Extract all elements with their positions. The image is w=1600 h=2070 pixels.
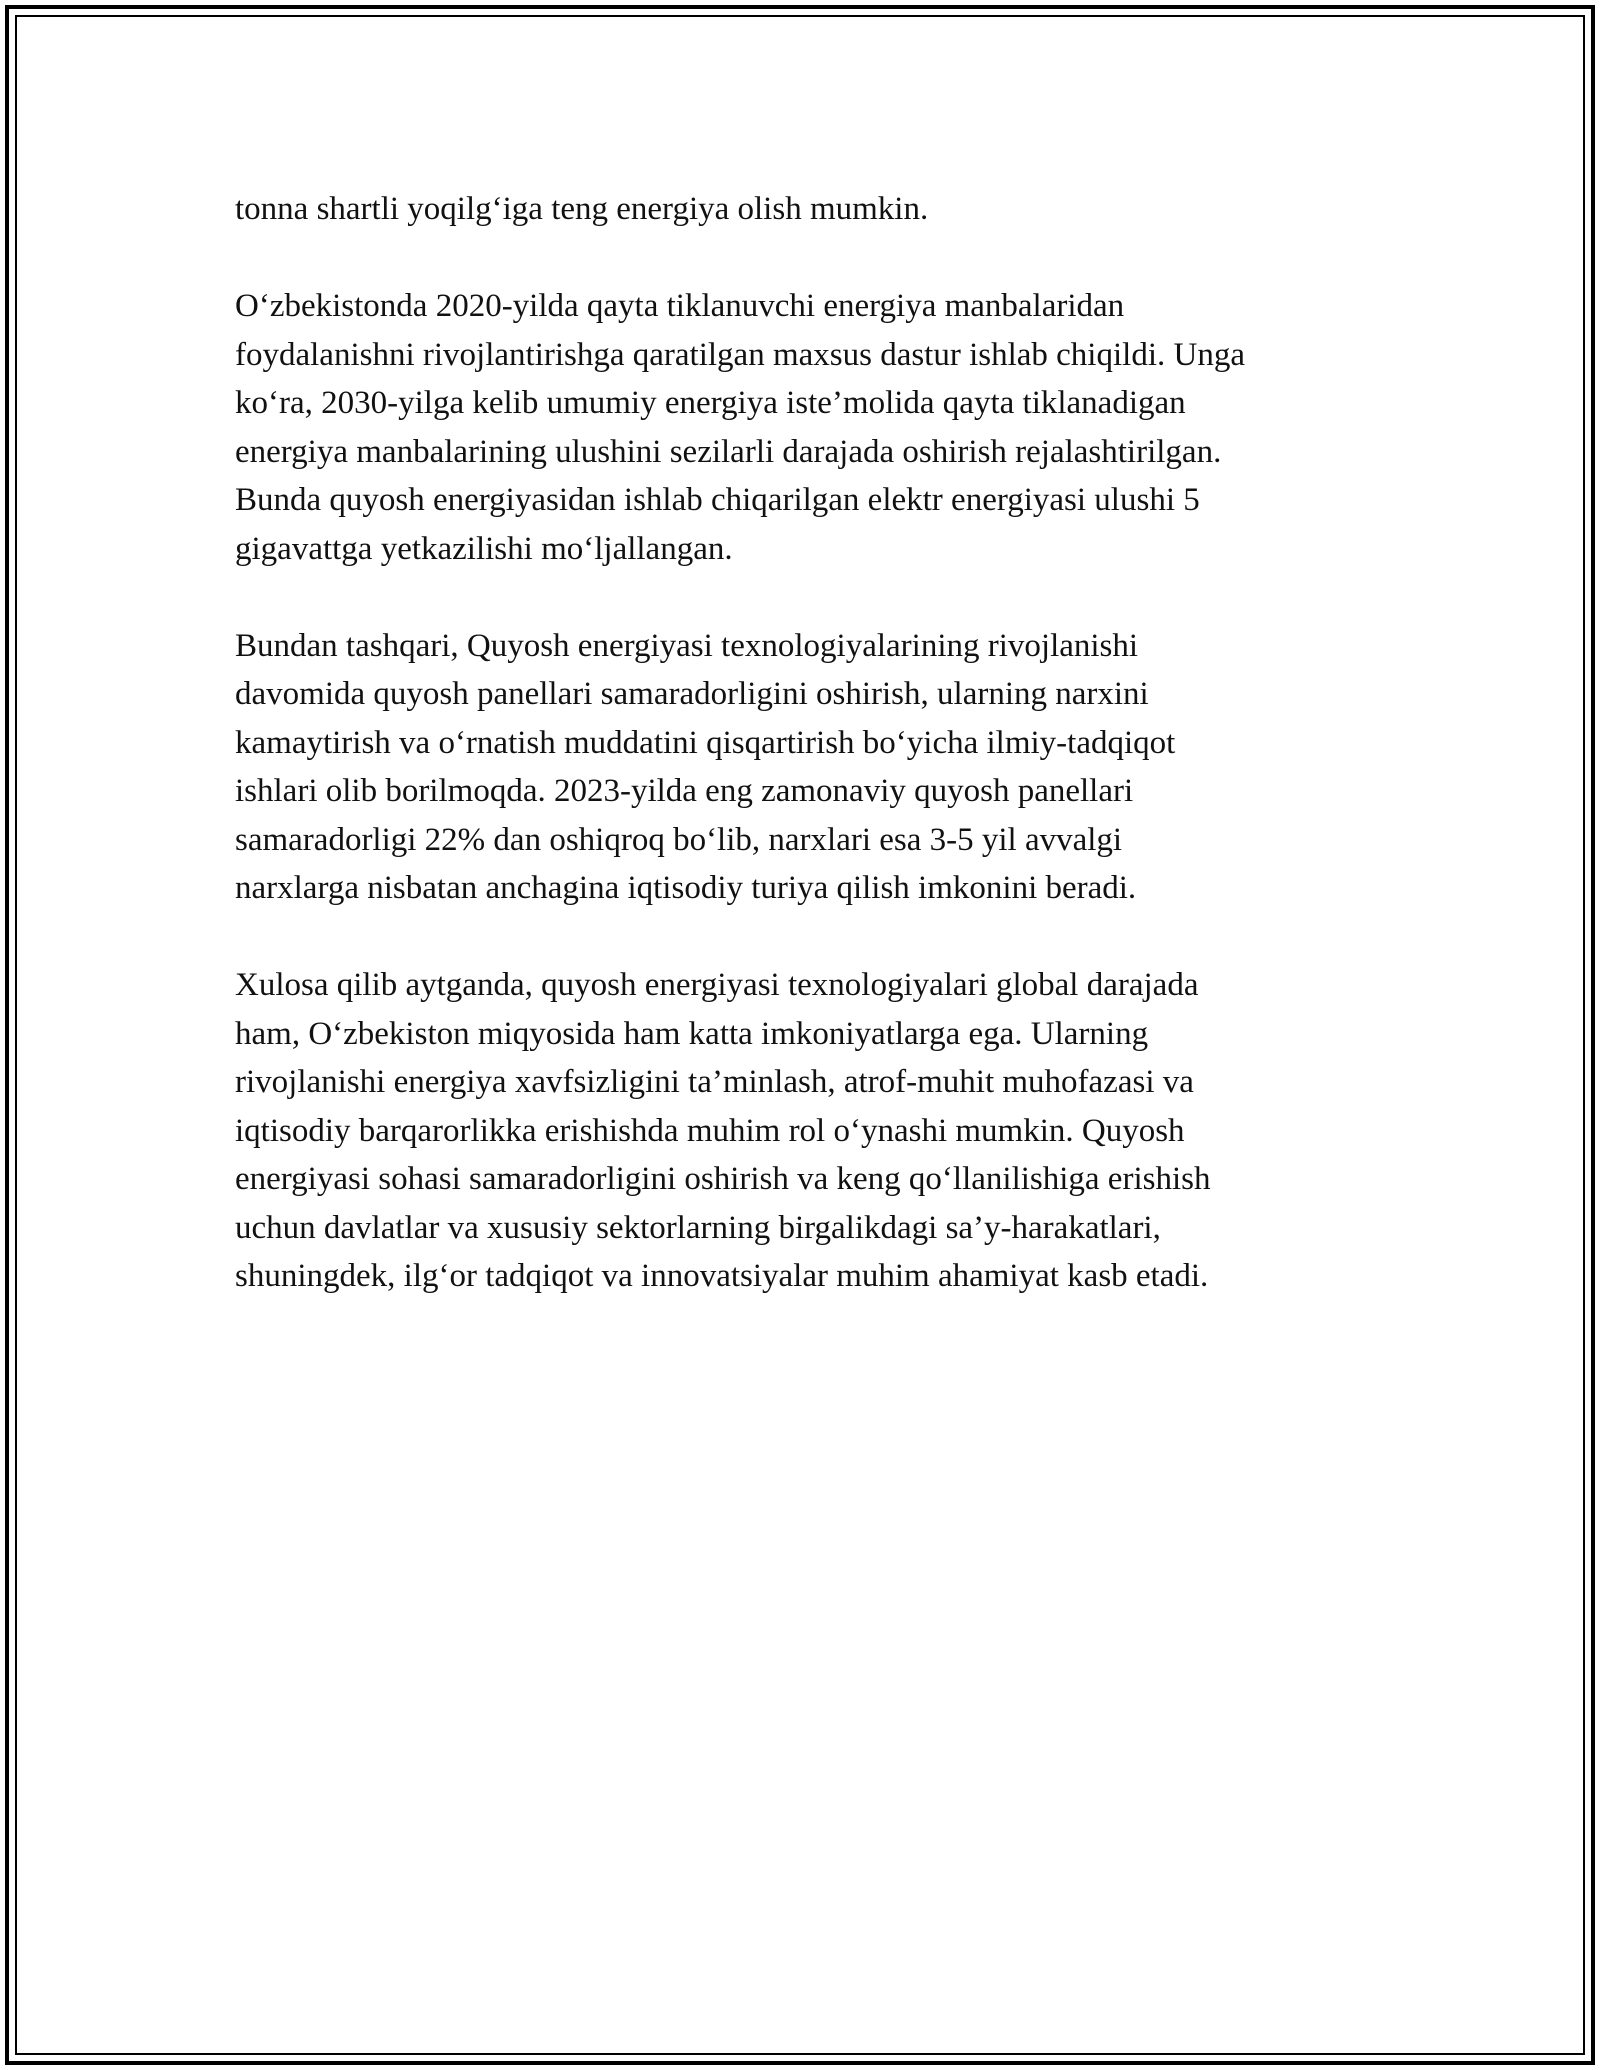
text-line: uchun davlatlar va xususiy sektorlarning birgalikdagi sa’y-harakatlari,: [235, 1209, 1161, 1246]
document-body: [235, 185, 1375, 1349]
text-line: Bundan tashqari, Quyosh energiyasi texnologiyalarining rivojlanishi: [235, 627, 1139, 664]
text-line: gigavattga yetkazilishi mo‘ljallangan.: [235, 530, 733, 567]
text-line: foydalanishni rivojlantirishga qaratilgan maxsus dastur ishlab chiqildi. Unga: [235, 336, 1245, 373]
text-line: kamaytirish va o‘rnatish muddatini qisqartirish bo‘yicha ilmiy-tadqiqot: [235, 724, 1176, 761]
paragraph-1: [235, 185, 1375, 234]
text-line: energiyasi sohasi samaradorligini oshirish va keng qo‘llanilishiga erishish: [235, 1161, 1211, 1197]
text-line: ham, O‘zbekiston miqyosida ham katta imkoniyatlarga ega. Ularning: [235, 1015, 1149, 1052]
text-line: rivojlanishi energiya xavfsizligini ta’minlash, atrof-muhit muhofazasi va: [235, 1064, 1194, 1100]
text-line: tonna shartli yoqilg‘iga teng energiya olish mumkin.: [235, 191, 929, 227]
paragraph-2: [235, 282, 1375, 573]
text-line: Xulosa qilib aytganda, quyosh energiyasi texnologiyalari global darajada: [235, 967, 1199, 1003]
text-line: O‘zbekistonda 2020-yilda qayta tiklanuvchi energiya manbalaridan: [235, 288, 1125, 324]
text-line: Bunda quyosh energiyasidan ishlab chiqarilgan elektr energiyasi ulushi 5: [235, 482, 1200, 518]
text-line: samaradorligi 22% dan oshiqroq bo‘lib, narxlari esa 3-5 yil avvalgi: [235, 821, 1123, 858]
text-line: davomida quyosh panellari samaradorligini oshirish, ularning narxini: [235, 676, 1149, 712]
text-line: iqtisodiy barqarorlikka erishishda muhim rol o‘ynashi mumkin. Quyosh: [235, 1112, 1185, 1149]
text-line: shuningdek, ilg‘or tadqiqot va innovatsiyalar muhim ahamiyat kasb etadi.: [235, 1258, 1209, 1294]
text-line: ko‘ra, 2030-yilga kelib umumiy energiya iste’molida qayta tiklanadigan: [235, 385, 1186, 421]
paragraph-3: [235, 622, 1375, 913]
text-line: energiya manbalarining ulushini sezilarli darajada oshirish rejalashtirilgan.: [235, 433, 1222, 470]
paragraph-4: [235, 961, 1375, 1301]
text-line: ishlari olib borilmoqda. 2023-yilda eng zamonaviy quyosh panellari: [235, 773, 1134, 809]
text-line: narxlarga nisbatan anchagina iqtisodiy turiya qilish imkonini beradi.: [235, 870, 1137, 906]
